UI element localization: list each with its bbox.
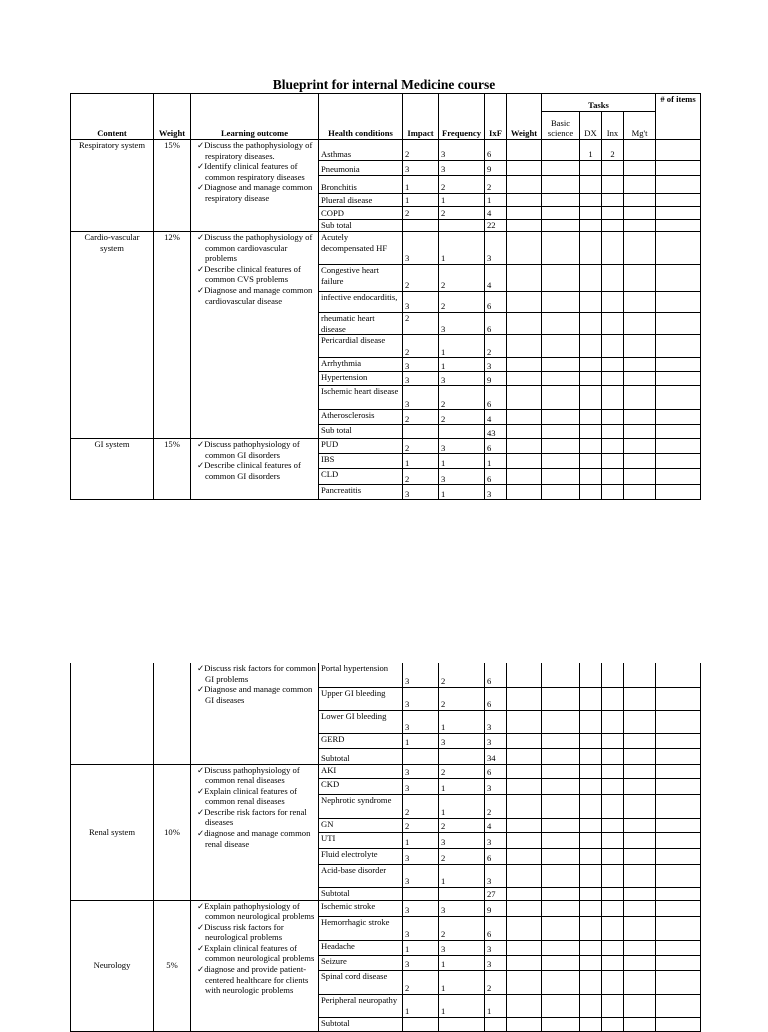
condition-cell: Pericardial disease	[319, 335, 403, 358]
condition-cell: infective endocarditis,	[319, 292, 403, 313]
condition-cell: Bronchitis	[319, 176, 403, 194]
weight-renal: 10%	[154, 764, 191, 900]
frequency-cell: 2	[439, 265, 485, 292]
impact-cell: 2	[403, 335, 439, 358]
ixf-cell: 6	[485, 848, 507, 864]
ixf-cell: 3	[485, 832, 507, 848]
ixf-cell: 2	[485, 335, 507, 358]
outcomes-neurology: ✓ Explain pathophysiology of common neurological problems ✓ Discuss risk factors for neurological problems ✓ Explain clinical features of common neurological problems ✓ diagnose and provide patient-centered healthcare for clients with neurologic problems	[191, 900, 319, 1031]
frequency-cell: 1	[439, 955, 485, 970]
impact-cell: 2	[403, 140, 439, 161]
impact-cell: 3	[403, 358, 439, 372]
frequency-cell: 2	[439, 848, 485, 864]
ixf-cell: 4	[485, 818, 507, 832]
weight-cardio: 12%	[154, 232, 191, 439]
subtotal-value: 22	[485, 220, 507, 232]
frequency-cell: 3	[439, 469, 485, 485]
impact-cell: 1	[403, 940, 439, 955]
header-basic-science: Basic science	[542, 112, 580, 140]
dx-cell: 1	[580, 140, 602, 161]
header-health-conditions: Health conditions	[319, 94, 403, 140]
frequency-cell: 3	[439, 161, 485, 176]
ixf-cell: 3	[485, 232, 507, 265]
condition-cell: rheumatic heart disease	[319, 313, 403, 335]
condition-cell: Spinal cord disease	[319, 970, 403, 994]
ixf-cell: 4	[485, 410, 507, 425]
header-tasks: Tasks	[542, 94, 656, 112]
weight-neurology: 5%	[154, 900, 191, 1031]
condition-cell: Plueral disease	[319, 194, 403, 207]
condition-cell: Atherosclerosis	[319, 410, 403, 425]
condition-cell: IBS	[319, 454, 403, 469]
frequency-cell: 3	[439, 313, 485, 335]
impact-cell: 1	[403, 194, 439, 207]
header-frequency: Frequency	[439, 94, 485, 140]
impact-cell: 3	[403, 232, 439, 265]
subtotal-label: Sub total	[319, 220, 403, 232]
condition-cell: Fluid electrolyte	[319, 848, 403, 864]
ixf-cell: 3	[485, 733, 507, 748]
ixf-cell: 6	[485, 764, 507, 778]
subtotal-value: 43	[485, 425, 507, 439]
header-content: Content	[71, 94, 154, 140]
impact-cell: 1	[403, 454, 439, 469]
impact-cell: 2	[403, 818, 439, 832]
impact-cell: 2	[403, 410, 439, 425]
condition-cell: Headache	[319, 940, 403, 955]
impact-cell: 3	[403, 485, 439, 500]
frequency-cell: 2	[439, 386, 485, 410]
ixf-cell: 9	[485, 900, 507, 916]
frequency-cell: 3	[439, 439, 485, 454]
condition-cell: GN	[319, 818, 403, 832]
condition-cell: Arrhythmia	[319, 358, 403, 372]
condition-cell: CKD	[319, 778, 403, 794]
frequency-cell: 2	[439, 916, 485, 940]
condition-cell: Lower GI bleeding	[319, 710, 403, 733]
impact-cell: 2	[403, 970, 439, 994]
condition-cell: COPD	[319, 207, 403, 220]
ixf-cell: 2	[485, 176, 507, 194]
frequency-cell: 1	[439, 485, 485, 500]
content-respiratory: Respiratory system	[71, 140, 154, 232]
document-title: Blueprint for internal Medicine course	[272, 77, 496, 92]
frequency-cell: 1	[439, 454, 485, 469]
impact-cell: 2	[403, 469, 439, 485]
ixf-cell: 6	[485, 140, 507, 161]
condition-cell: Seizure	[319, 955, 403, 970]
header-impact: Impact	[403, 94, 439, 140]
mgt-cell	[624, 140, 656, 161]
ixf-cell: 3	[485, 778, 507, 794]
subtotal-label: Subtotal	[319, 1017, 403, 1031]
ixf-cell: 3	[485, 864, 507, 887]
ixf-cell: 1	[485, 994, 507, 1017]
condition-cell: Ischemic stroke	[319, 900, 403, 916]
ixf-cell: 6	[485, 916, 507, 940]
subtotal-value: 34	[485, 748, 507, 764]
outcomes-renal: ✓ Discuss pathophysiology of common renal diseases ✓ Explain clinical features of common renal diseases ✓ Describe risk factors for renal diseases ✓ diagnose and manage common renal disease	[191, 764, 319, 900]
impact-cell: 3	[403, 916, 439, 940]
impact-cell: 1	[403, 994, 439, 1017]
frequency-cell: 2	[439, 410, 485, 425]
header-inx: Inx	[602, 112, 624, 140]
impact-cell: 3	[403, 764, 439, 778]
frequency-cell: 2	[439, 764, 485, 778]
content-neurology: Neurology	[71, 900, 154, 1031]
condition-cell: CLD	[319, 469, 403, 485]
ixf-cell: 2	[485, 970, 507, 994]
condition-cell: Nephrotic syndrome	[319, 794, 403, 818]
content-renal: Renal system	[71, 764, 154, 900]
content-cardio: Cardio-vascular system	[71, 232, 154, 439]
condition-cell: UTI	[319, 832, 403, 848]
impact-cell: 3	[403, 864, 439, 887]
condition-cell: GERD	[319, 733, 403, 748]
impact-cell: 3	[403, 710, 439, 733]
blueprint-table-page1	[70, 93, 701, 500]
condition-cell: Asthmas	[319, 140, 403, 161]
impact-cell: 1	[403, 733, 439, 748]
frequency-cell: 1	[439, 358, 485, 372]
impact-cell: 3	[403, 292, 439, 313]
condition-cell: PUD	[319, 439, 403, 454]
impact-cell: 2	[403, 207, 439, 220]
outcomes-gi: ✓ Discuss pathophysiology of common GI disorders ✓ Describe clinical features of common GI disorders	[191, 439, 319, 500]
ixf-cell: 9	[485, 161, 507, 176]
ixf-cell: 2	[485, 794, 507, 818]
basic-science-cell	[542, 140, 580, 161]
ixf-cell: 6	[485, 386, 507, 410]
condition-cell: Hemorrhagic stroke	[319, 916, 403, 940]
impact-cell: 3	[403, 687, 439, 710]
frequency-cell: 2	[439, 292, 485, 313]
subtotal-value: 27	[485, 887, 507, 900]
impact-cell: 3	[403, 900, 439, 916]
condition-cell: Congestive heart failure	[319, 265, 403, 292]
condition-cell: Upper GI bleeding	[319, 687, 403, 710]
condition-cell: Pancreatitis	[319, 485, 403, 500]
outcomes-cardio: ✓ Discuss the pathophysiology of common cardiovascular problems ✓ Describe clinical features of common CVS problems ✓ Diagnose and manage common cardiovascular disease	[191, 232, 319, 439]
frequency-cell: 3	[439, 140, 485, 161]
impact-cell: 3	[403, 386, 439, 410]
frequency-cell: 1	[439, 232, 485, 265]
ixf-cell: 3	[485, 955, 507, 970]
ixf-cell: 6	[485, 292, 507, 313]
ixf-cell: 3	[485, 485, 507, 500]
frequency-cell: 1	[439, 710, 485, 733]
impact-cell: 3	[403, 848, 439, 864]
condition-cell: Pneumonia	[319, 161, 403, 176]
header-weight: Weight	[154, 94, 191, 140]
frequency-cell: 2	[439, 176, 485, 194]
subtotal-label: Sub total	[319, 425, 403, 439]
weight-gi: 15%	[154, 439, 191, 500]
impact-cell: 3	[403, 663, 439, 687]
weight-respiratory: 15%	[154, 140, 191, 232]
ixf-cell: 6	[485, 313, 507, 335]
frequency-cell: 2	[439, 818, 485, 832]
frequency-cell: 1	[439, 794, 485, 818]
ixf-cell: 6	[485, 469, 507, 485]
condition-cell: Ischemic heart disease	[319, 386, 403, 410]
condition-cell: Hypertension	[319, 372, 403, 386]
impact-cell: 2	[403, 439, 439, 454]
header-items: # of items	[656, 94, 701, 140]
condition-cell: Acutely decompensated HF	[319, 232, 403, 265]
condition-cell: Acid-base disorder	[319, 864, 403, 887]
header-weight2: Weight	[507, 94, 542, 140]
ixf-cell: 4	[485, 265, 507, 292]
frequency-cell: 1	[439, 335, 485, 358]
impact-cell: 1	[403, 176, 439, 194]
frequency-cell: 3	[439, 733, 485, 748]
frequency-cell: 2	[439, 663, 485, 687]
ixf-cell: 1	[485, 454, 507, 469]
ixf-cell: 6	[485, 687, 507, 710]
condition-cell: AKI	[319, 764, 403, 778]
condition-cell: Peripheral neuropathy	[319, 994, 403, 1017]
impact-cell: 3	[403, 778, 439, 794]
content-gi-cont	[71, 663, 154, 764]
ixf-cell: 1	[485, 194, 507, 207]
weight-cell	[507, 140, 542, 161]
header-mgt: Mg't	[624, 112, 656, 140]
frequency-cell: 3	[439, 372, 485, 386]
frequency-cell: 3	[439, 900, 485, 916]
weight-gi-cont	[154, 663, 191, 764]
ixf-cell: 6	[485, 439, 507, 454]
subtotal-label: Subtotal	[319, 748, 403, 764]
frequency-cell: 1	[439, 994, 485, 1017]
impact-cell: 1	[403, 832, 439, 848]
header-ixf: IxF	[485, 94, 507, 140]
subtotal-value	[485, 1017, 507, 1031]
content-gi: GI system	[71, 439, 154, 500]
frequency-cell: 1	[439, 970, 485, 994]
frequency-cell: 2	[439, 687, 485, 710]
impact-cell: 3	[403, 955, 439, 970]
ixf-cell: 9	[485, 372, 507, 386]
outcomes-gi-cont: ✓ Discuss risk factors for common GI problems ✓ Diagnose and manage common GI diseases	[191, 663, 319, 764]
subtotal-label: Subtotal	[319, 887, 403, 900]
frequency-cell: 2	[439, 207, 485, 220]
impact-cell: 3	[403, 161, 439, 176]
items-cell	[656, 140, 701, 161]
ixf-cell: 3	[485, 358, 507, 372]
frequency-cell: 1	[439, 194, 485, 207]
ixf-cell: 3	[485, 940, 507, 955]
header-learning-outcome: Learning outcome	[191, 94, 319, 140]
ixf-cell: 4	[485, 207, 507, 220]
header-dx: DX	[580, 112, 602, 140]
ixf-cell: 6	[485, 663, 507, 687]
frequency-cell: 1	[439, 864, 485, 887]
frequency-cell: 3	[439, 832, 485, 848]
outcomes-respiratory: ✓ Discuss the pathophysiology of respiratory diseases. ✓ Identify clinical features of common respiratory diseases ✓ Diagnose and manage common respiratory disease	[191, 140, 319, 232]
ixf-cell: 3	[485, 710, 507, 733]
impact-cell: 2	[403, 313, 439, 335]
inx-cell: 2	[602, 140, 624, 161]
condition-cell: Portal hypertension	[319, 663, 403, 687]
frequency-cell: 1	[439, 778, 485, 794]
impact-cell: 3	[403, 372, 439, 386]
impact-cell: 2	[403, 794, 439, 818]
blueprint-table-page2	[70, 663, 701, 1032]
impact-cell: 2	[403, 265, 439, 292]
frequency-cell: 3	[439, 940, 485, 955]
